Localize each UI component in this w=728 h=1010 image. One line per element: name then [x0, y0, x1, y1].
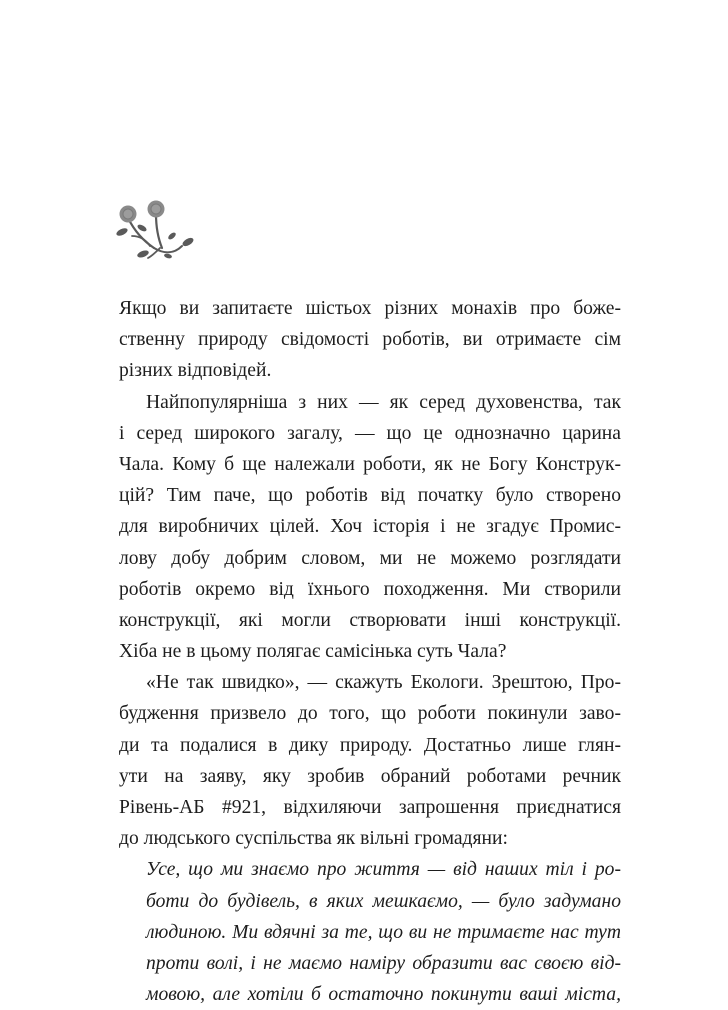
quote-line: проти волі, і не маємо наміру образити вас своєю від- — [146, 952, 621, 974]
body-text — [119, 293, 621, 1010]
quote-line: мовою, але хотіли б остаточно покинути ваші міста, — [146, 984, 621, 1006]
text-line: різних відповідей. — [119, 360, 272, 382]
text-line: Рівень-АБ #921, відхиляючи запрошення приєднатися — [119, 797, 621, 818]
text-line: Чала. Кому б ще належали роботи, як не Богу Конструк- — [119, 453, 621, 475]
text-line: для виробничих цілей. Хоч історія і не згадує Промис- — [119, 516, 621, 538]
text-line: Найпопулярніша з них — як серед духовенства, так — [146, 391, 621, 413]
text-line: лову добу добрим словом, ми не можемо розглядати — [119, 547, 621, 569]
text-line: ути на заяву, яку зробив обраний роботами речник — [119, 765, 621, 787]
quote-line: Усе, що ми знаємо про життя — від наших тіл і ро- — [146, 859, 621, 881]
quote-line: боти до будівель, в яких мешкаємо, — було задумано — [146, 890, 621, 912]
text-line: ственну природу свідомості роботів, ви отримаєте сім — [119, 329, 621, 351]
quote-line: людиною. Ми вдячні за те, що ви не тримаєте нас тут — [146, 921, 621, 943]
text-line: конструкції, які могли створювати інші конструкції. — [119, 609, 621, 631]
text-line: до людського суспільства як вільні громадяни: — [119, 828, 508, 850]
text-line: Якщо ви запитаєте шістьох різних монахів про боже- — [119, 298, 621, 319]
text-line: ди та подалися в дику природу. Достатньо лише глян- — [119, 734, 621, 756]
text-line: роботів окремо від їхнього походження. Ми створили — [119, 578, 621, 600]
text-line: і серед широкого загалу, — що це однозначно царина — [119, 422, 621, 444]
text-line: «Не так швидко», — скажуть Екологи. Зрештою, Про- — [146, 672, 621, 694]
text-line: Хіба не в цьому полягає самісінька суть Чала? — [119, 641, 507, 663]
text-line: цій? Тим паче, що роботів від початку було створено — [119, 485, 621, 507]
text-line: будження призвело до того, що роботи покинули заво- — [119, 703, 621, 725]
flower-sprig-icon — [112, 196, 202, 266]
